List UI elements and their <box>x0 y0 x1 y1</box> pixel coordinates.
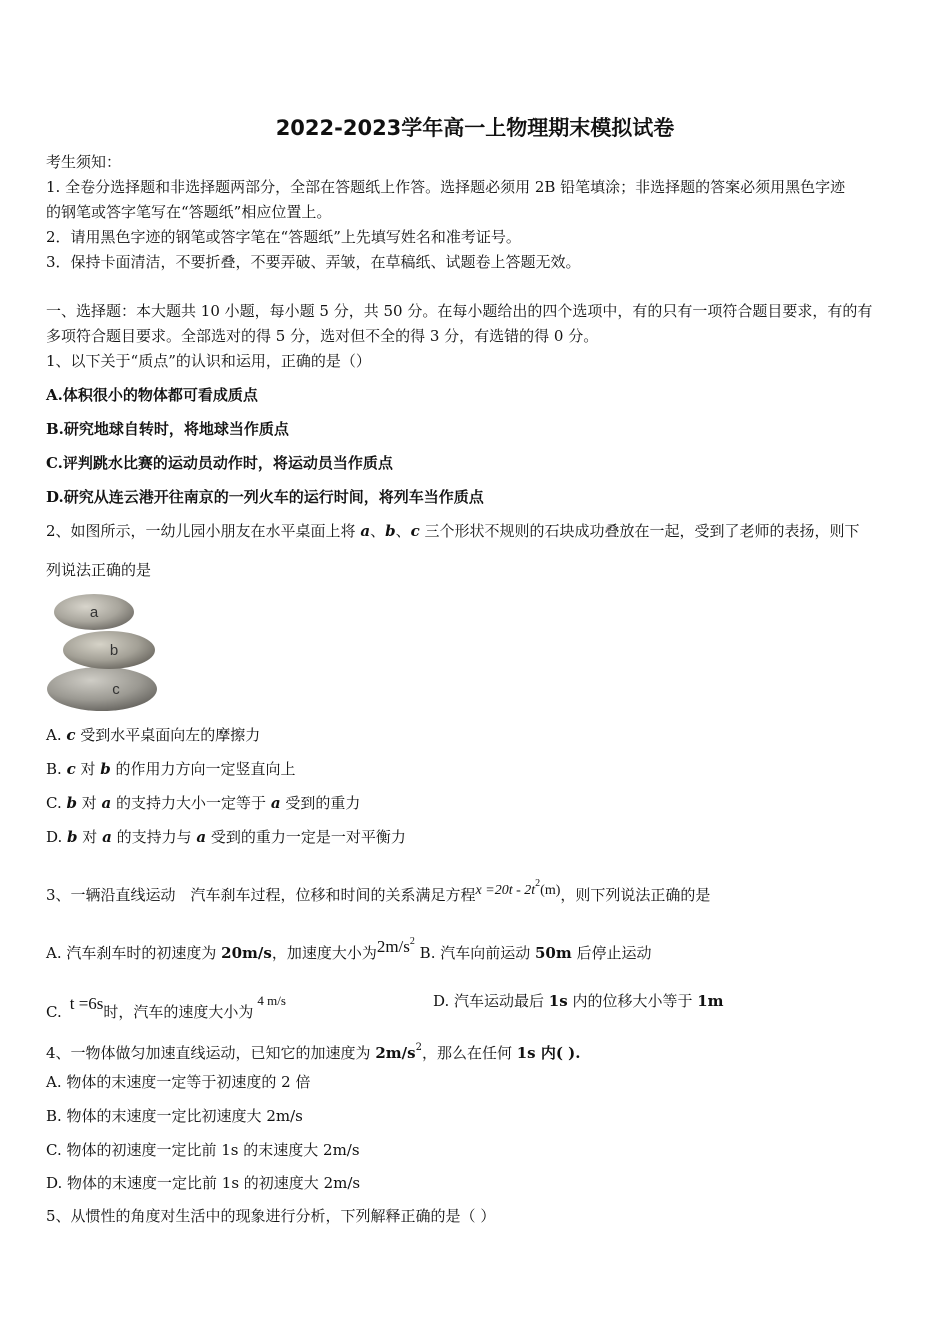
var: c <box>66 760 76 778</box>
stone-label-a: a <box>89 604 99 621</box>
q5-stem: 5、从惯性的角度对生活中的现象进行分析，下列解释正确的是（ ） <box>46 1207 496 1225</box>
var: a <box>101 794 112 812</box>
q4-option-c: C. 物体的初速度一定比前 1s 的末速度大 2m/s <box>46 1141 360 1159</box>
var: a <box>196 828 207 846</box>
page-title: 2022-2023学年高一上物理期末模拟试卷 <box>275 116 675 140</box>
q1-option-b: B.研究地球自转时，将地球当作质点 <box>46 420 289 438</box>
var: c <box>66 726 76 744</box>
q2-option-d <box>46 827 406 847</box>
q3-option-d <box>433 991 724 1011</box>
q4-option-d: D. 物体的末速度一定比前 1s 的初速度大 2m/s <box>46 1174 361 1192</box>
option-text: 后停止运动 <box>571 944 652 962</box>
unit-sup: 2 <box>409 936 415 947</box>
option-text: 的作用力方向一定竖直向上 <box>110 760 296 778</box>
q4-stem-mid: ，那么在任何 <box>421 1044 517 1062</box>
q2-sep: 、 <box>395 522 411 540</box>
value-sup: 2 <box>415 1042 422 1053</box>
unit: 2m/s <box>376 937 410 956</box>
unit-accel <box>377 937 415 956</box>
var-a: a <box>360 522 371 540</box>
equation-sup: 2 <box>535 878 541 889</box>
var: a <box>102 828 112 846</box>
stacked-stones-figure <box>46 590 158 712</box>
q2-option-c <box>46 793 360 813</box>
value: 1s <box>516 1044 536 1062</box>
option-label: C. <box>46 1003 62 1021</box>
q4-option-b: B. 物体的末速度一定比初速度大 2m/s <box>46 1107 303 1125</box>
value: 1m <box>697 992 724 1010</box>
option-text: 受到水平桌面向左的摩擦力 <box>75 726 261 744</box>
notice-item-2: 2．请用黑色字迹的钢笔或答字笔在“答题纸”上先填写姓名和准考证号。 <box>46 228 521 246</box>
notice-heading: 考生须知： <box>46 153 122 171</box>
q2-option-b <box>46 759 296 779</box>
option-text: B. 汽车向前运动 <box>419 944 535 962</box>
q2-stem-post: 三个形状不规则的石块成功叠放在一起，受到了老师的表扬，则下 <box>419 522 860 540</box>
var: b <box>66 794 77 812</box>
stone-c <box>47 667 157 711</box>
option-text: 时，汽车的速度大小为 <box>103 1003 254 1021</box>
option-label: D. <box>46 828 68 846</box>
option-text: 的支持力大小一定等于 <box>111 794 271 812</box>
notice-item-3: 3．保持卡面清洁，不要折叠，不要弄破、弄皱，在草稿纸、试题卷上答题无效。 <box>46 253 581 271</box>
equation-text: t =6s <box>69 994 104 1013</box>
section1-intro-line1: 一、选择题：本大题共 10 小题，每小题 5 分，共 50 分。在每小题给出的四个选项中，有的只有一项符合题目要求，有的有 <box>46 302 873 320</box>
q1-option-d: D.研究从连云港开往南京的一列火车的运行时间，将列车当作质点 <box>46 488 484 506</box>
option-text: 对 <box>76 794 102 812</box>
q3-option-a-b <box>46 932 652 963</box>
q2-stem <box>46 521 860 541</box>
var: a <box>270 794 281 812</box>
var: b <box>67 828 78 846</box>
option-label: A. <box>46 726 67 744</box>
value: 20m/s <box>221 944 272 962</box>
option-text: 的支持力与 <box>111 828 197 846</box>
value: 2m/s <box>375 1044 416 1062</box>
q1-stem: 1、以下关于“质点”的认识和运用，正确的是（） <box>46 352 371 370</box>
q1-option-c: C.评判跳水比赛的运动员动作时，将运动员当作质点 <box>46 454 393 472</box>
option-text: 对 <box>77 828 103 846</box>
stone-label-b: b <box>109 642 119 659</box>
option-text: 受到的重力 <box>280 794 361 812</box>
q3-stem-post: ，则下列说法正确的是 <box>560 886 711 904</box>
value: 50m <box>535 944 572 962</box>
q2-stem-line2: 列说法正确的是 <box>46 561 152 579</box>
notice-item-1a: 1. 全卷分选择题和非选择题两部分，全部在答题纸上作答。选择题必须用 2B 铅笔填涂；非选择题的答案必须用黑色字迹 <box>46 178 846 196</box>
option-text: ，加速度大小为 <box>271 944 377 962</box>
option-text: 对 <box>75 760 101 778</box>
option-label: B. <box>46 760 67 778</box>
notice-item-1b: 的钢笔或答字笔写在“答题纸”相应位置上。 <box>46 203 332 221</box>
q3-stem <box>46 874 710 905</box>
q4-stem-post: 内( ). <box>535 1044 581 1062</box>
q3-stem-pre: 3、一辆沿直线运动 汽车刹车过程，位移和时间的关系满足方程 <box>46 886 476 904</box>
q4-stem-pre: 4、一物体做匀加速直线运动，已知它的加速度为 <box>46 1044 376 1062</box>
q4-stem <box>46 1038 580 1063</box>
option-label: C. <box>46 794 67 812</box>
value: 1s <box>548 992 568 1010</box>
q4-option-a: A. 物体的末速度一定等于初速度的 2 倍 <box>46 1073 311 1091</box>
option-text: D. 汽车运动最后 <box>433 992 549 1010</box>
equation-text: x =20t - 2t <box>475 883 536 898</box>
option-text: 内的位移大小等于 <box>567 992 698 1010</box>
q2-sep: 、 <box>370 522 386 540</box>
section1-intro-line2: 多项符合题目要求。全部选对的得 5 分，选对但不全的得 3 分，有选错的得 0 分。 <box>46 327 599 345</box>
q2-stem-pre: 2、如图所示，一幼儿园小朋友在水平桌面上将 <box>46 522 361 540</box>
option-text: A. 汽车刹车时的初速度为 <box>46 944 222 962</box>
value: 4 m/s <box>257 993 286 1008</box>
equation-unit: (m) <box>540 883 561 898</box>
q3-option-c <box>46 991 286 1022</box>
var-c: c <box>410 522 420 540</box>
q3-equation <box>475 878 561 898</box>
stone-label-c: c <box>112 681 120 698</box>
var-b: b <box>385 522 396 540</box>
option-text: 受到的重力一定是一对平衡力 <box>206 828 406 846</box>
var: b <box>100 760 111 778</box>
q2-option-a <box>46 725 260 745</box>
q1-option-a: A.体积很小的物体都可看成质点 <box>46 386 258 404</box>
